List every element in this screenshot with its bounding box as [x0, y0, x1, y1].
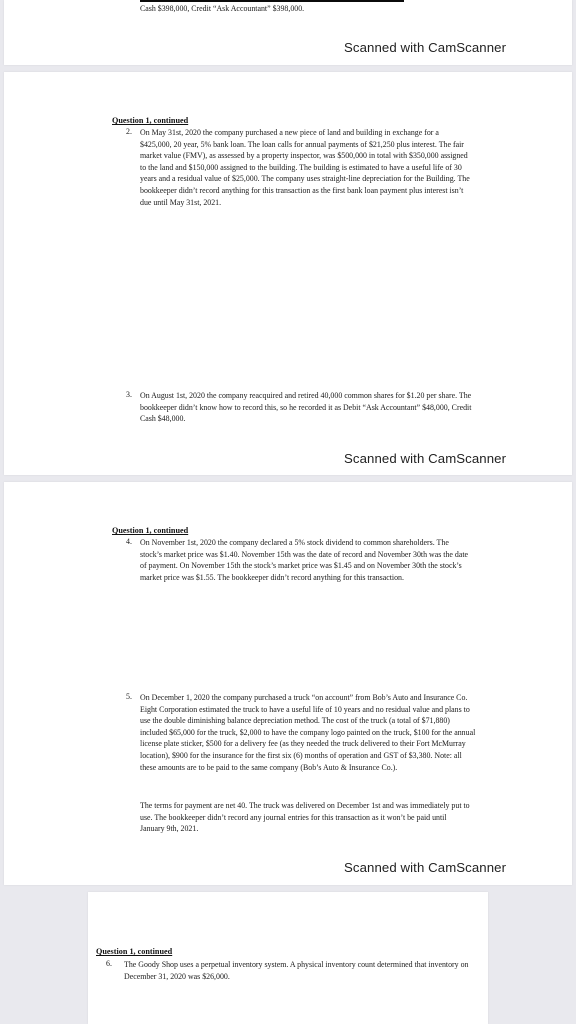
- item-number: 2.: [126, 127, 132, 136]
- scanned-page-2: [4, 72, 572, 475]
- item-text: On May 31st, 2020 the company purchased a new piece of land and building in exchange for a $425,000, 20 year, 5% bank loan. The loan calls for annual payments of $21,250 plus interest. The fair market value (FMV), as assessed by a property inspector, was $500,000 in total with $350,000 assigned to the land and $150,000 assigned to the building. The building is estimated to have a useful life of 30 years and a residual value of $25,000. The company uses straight-line depreciation for the Building. The bookkeeper didn’t record anything for this transaction as the first bank loan payment plus interest isn’t due until May 31st, 2021.: [140, 128, 470, 207]
- item-text-continued: The terms for payment are net 40. The truck was delivered on December 1st and was immediately put to use. The bookkeeper didn’t record any journal entries for this transaction as it won’t be paid until January 9th, 2021.: [140, 801, 470, 834]
- item-number: 3.: [126, 390, 132, 399]
- question-heading: Question 1, continued: [96, 947, 173, 956]
- scanned-page-3: [4, 482, 572, 885]
- item-number: 6.: [106, 959, 112, 968]
- camscanner-watermark: Scanned with CamScanner: [344, 451, 507, 466]
- scanned-page-1: [4, 0, 572, 65]
- item-text: The Goody Shop uses a perpetual inventory system. A physical inventory count determined that inventory on December 31, 2020 was $26,000.: [124, 960, 469, 981]
- scanned-page-4: [88, 892, 488, 1024]
- question-heading: Question 1, continued: [112, 116, 189, 125]
- page-text-fragment: Cash $398,000, Credit “Ask Accountant” $398,000.: [140, 4, 305, 13]
- item-number: 4.: [126, 537, 132, 546]
- item-text: On August 1st, 2020 the company reacquired and retired 40,000 common shares for $1.20 per share. The bookkeeper didn’t know how to record this, so he recorded it as Debit “Ask Accountant” $48,000, Credit Cash $48,000.: [140, 391, 472, 424]
- item-text: On November 1st, 2020 the company declared a 5% stock dividend to common shareholders. The stock’s market price was $1.40. November 15th was the date of record and November 30th was the date of payment. On November 15th the stock’s market price was $1.45 and on November 30th the stock’s market price was $1.55. The bookkeeper didn’t record anything for this transaction.: [140, 538, 469, 582]
- question-heading: Question 1, continued: [112, 526, 189, 535]
- camscanner-watermark: Scanned with CamScanner: [344, 40, 507, 55]
- item-text: On December 1, 2020 the company purchased a truck “on account” from Bob’s Auto and Insurance Co. Eight Corporation estimated the truck to have a useful life of 10 years and no residual value and plans to use the double diminishing balance depreciation method. The cost of the truck (a total of $71,880) included $65,000 for the truck, $2,000 to have the company logo painted on the truck, $100 for the annual license plate sticker, $500 for a delivery fee (as they needed the truck delivered to their Fort McMurray location), $900 for the insurance for the first six (6) months of operation and GST of $3,380. Note: all these amounts are to be paid to the same company (Bob’s Auto & Insurance Co.).: [140, 693, 476, 772]
- page-top-bar: [140, 0, 404, 2]
- camscanner-watermark: Scanned with CamScanner: [344, 860, 507, 875]
- item-number: 5.: [126, 692, 132, 701]
